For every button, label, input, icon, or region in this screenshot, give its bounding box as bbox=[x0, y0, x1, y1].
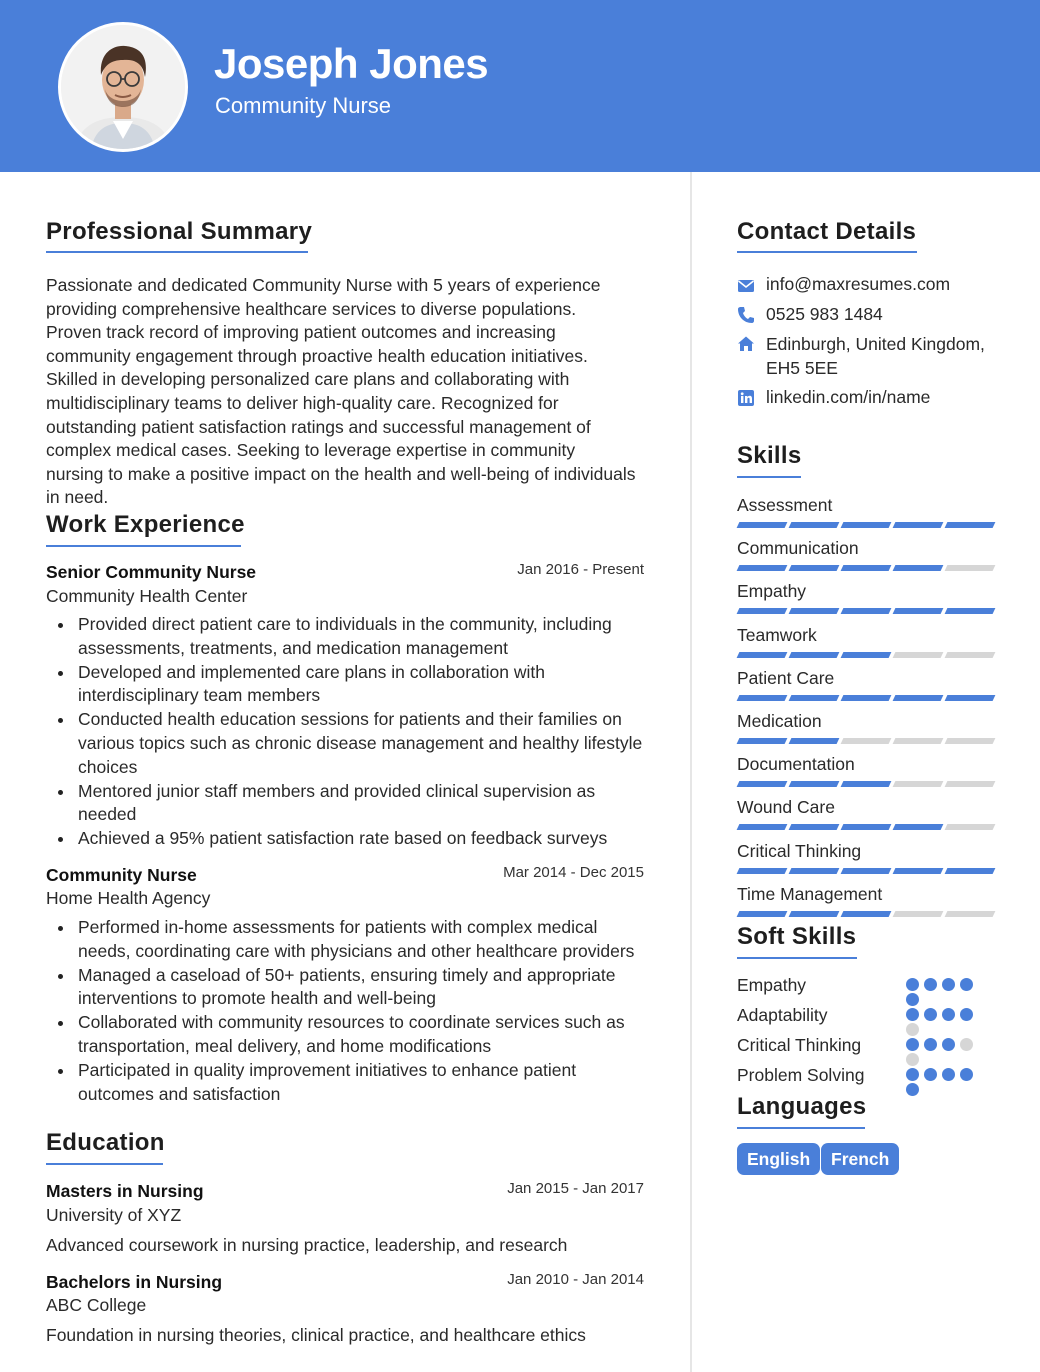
skill-level-segment bbox=[789, 824, 840, 830]
rating-dot bbox=[906, 1038, 919, 1051]
skill-label: Medication bbox=[737, 711, 822, 731]
bullet-item: Provided direct patient care to individuals in the community, including assessments, treatments, and medication management bbox=[78, 613, 648, 660]
job-bullets bbox=[78, 916, 648, 1107]
skill-level-segment bbox=[841, 695, 892, 701]
skill-label: Assessment bbox=[737, 495, 833, 515]
skill-level-segment bbox=[945, 781, 996, 787]
bullet-item: Managed a caseload of 50+ patients, ensuring timely and appropriate interventions to promote health and well-being bbox=[78, 964, 648, 1011]
skill-level-segment bbox=[737, 911, 788, 917]
skill-level-segment bbox=[945, 695, 996, 701]
rating-dot bbox=[960, 1038, 973, 1051]
soft-skill-rating bbox=[906, 1008, 982, 1036]
skill-level-bar bbox=[738, 738, 994, 744]
skill-level-bar bbox=[738, 695, 994, 701]
rating-dot bbox=[960, 978, 973, 991]
skill-level-segment bbox=[841, 824, 892, 830]
education-heading: Education bbox=[46, 1129, 165, 1156]
home-icon bbox=[737, 335, 755, 353]
bullet-item: Achieved a 95% patient satisfaction rate based on feedback surveys bbox=[78, 827, 648, 851]
skill-level-segment bbox=[841, 781, 892, 787]
column-divider bbox=[690, 172, 692, 1372]
skill-level-segment bbox=[789, 608, 840, 614]
rating-dot bbox=[942, 1068, 955, 1081]
rating-dot bbox=[906, 993, 919, 1006]
skill-label: Communication bbox=[737, 538, 859, 559]
contact-phone[interactable]: 0525 983 1484 bbox=[766, 304, 883, 324]
skill-level-segment bbox=[893, 608, 944, 614]
job-title: Senior Community Nurse bbox=[46, 562, 257, 582]
skill-level-segment bbox=[945, 738, 996, 744]
job-organization: Home Health Agency bbox=[46, 888, 211, 908]
job-title: Community Nurse bbox=[46, 865, 197, 885]
skill-level-segment bbox=[893, 652, 944, 658]
skill-label: Documentation bbox=[737, 754, 855, 775]
contact-heading: Contact Details bbox=[737, 218, 917, 245]
skill-level-segment bbox=[893, 911, 944, 917]
skill-level-bar bbox=[738, 652, 994, 658]
envelope-icon bbox=[737, 277, 755, 295]
skill-level-bar bbox=[738, 565, 994, 571]
bullet-item: Performed in-home assessments for patients with complex medical needs, coordinating care with physicians and other healthcare providers bbox=[78, 916, 648, 963]
summary-heading: Professional Summary bbox=[46, 218, 313, 245]
skill-level-segment bbox=[789, 738, 840, 744]
education-dates: Jan 2015 - Jan 2017 bbox=[507, 1180, 644, 1197]
rating-dot bbox=[942, 1038, 955, 1051]
skill-level-segment bbox=[945, 522, 996, 528]
candidate-name: Joseph Jones bbox=[214, 40, 489, 87]
skill-level-segment bbox=[789, 652, 840, 658]
education-description: Advanced coursework in nursing practice, leadership, and research bbox=[46, 1235, 568, 1255]
skill-level-segment bbox=[893, 738, 944, 744]
experience-heading: Work Experience bbox=[46, 511, 245, 538]
rating-dot bbox=[906, 978, 919, 991]
skill-level-segment bbox=[945, 868, 996, 874]
skill-level-segment bbox=[841, 522, 892, 528]
contact-underline bbox=[737, 251, 917, 253]
bullet-item: Participated in quality improvement initiatives to enhance patient outcomes and satisfaction bbox=[78, 1059, 648, 1106]
skill-level-segment bbox=[737, 565, 788, 571]
candidate-role: Community Nurse bbox=[215, 93, 392, 118]
summary-text: Passionate and dedicated Community Nurse with 5 years of experience providing comprehensive healthcare services to diverse populations. Proven track record of improving patient outcomes and increasing community engagement through proactive health education initiatives. Skilled in developing personalized care plans and collaborating with multidisciplinary teams to deliver high-quality care. Recognized for outstanding patient satisfaction ratings and successful management of complex medical cases. Seeking to leverage expertise in community nursing to make a positive impact on the health and well-being of individuals in need. bbox=[46, 275, 636, 508]
rating-dot bbox=[906, 1053, 919, 1066]
school-name: ABC College bbox=[46, 1295, 147, 1315]
skill-level-segment bbox=[737, 824, 788, 830]
skill-level-segment bbox=[841, 565, 892, 571]
skill-level-segment bbox=[737, 652, 788, 658]
skill-level-segment bbox=[789, 565, 840, 571]
soft-skill-label: Problem Solving bbox=[737, 1065, 865, 1085]
job-dates: Jan 2016 - Present bbox=[517, 561, 644, 578]
skill-level-segment bbox=[737, 781, 788, 787]
language-badge: English bbox=[737, 1143, 820, 1175]
resume-header bbox=[0, 0, 1040, 172]
summary-underline bbox=[46, 251, 308, 253]
education-underline bbox=[46, 1163, 163, 1165]
bullet-item: Mentored junior staff members and provided clinical supervision as needed bbox=[78, 780, 648, 827]
job-bullets bbox=[78, 613, 648, 851]
soft-skill-label: Empathy bbox=[737, 975, 807, 995]
skills-heading: Skills bbox=[737, 442, 802, 469]
skill-level-segment bbox=[789, 911, 840, 917]
degree-title: Bachelors in Nursing bbox=[46, 1272, 223, 1292]
languages-underline bbox=[737, 1127, 865, 1129]
rating-dot bbox=[960, 1068, 973, 1081]
skill-level-segment bbox=[789, 695, 840, 701]
skill-label: Teamwork bbox=[737, 624, 817, 645]
skill-label: Wound Care bbox=[737, 797, 835, 818]
skill-level-bar bbox=[738, 824, 994, 830]
education-dates: Jan 2010 - Jan 2014 bbox=[507, 1271, 644, 1288]
skill-level-segment bbox=[945, 565, 996, 571]
degree-title: Masters in Nursing bbox=[46, 1181, 204, 1201]
skill-level-segment bbox=[841, 608, 892, 614]
skill-level-segment bbox=[893, 868, 944, 874]
rating-dot bbox=[906, 1068, 919, 1081]
rating-dot bbox=[906, 1083, 919, 1096]
skill-level-bar bbox=[738, 868, 994, 874]
skill-level-bar bbox=[738, 781, 994, 787]
skill-level-segment bbox=[945, 911, 996, 917]
language-badge: French bbox=[821, 1143, 899, 1175]
skill-level-segment bbox=[737, 738, 788, 744]
skill-level-segment bbox=[737, 868, 788, 874]
skill-level-segment bbox=[737, 695, 788, 701]
skill-level-bar bbox=[738, 911, 994, 917]
education-description: Foundation in nursing theories, clinical practice, and healthcare ethics bbox=[46, 1325, 586, 1345]
soft-skill-label: Adaptability bbox=[737, 1005, 828, 1025]
soft-skills-underline bbox=[737, 957, 857, 959]
languages-heading: Languages bbox=[737, 1093, 867, 1120]
skill-level-segment bbox=[789, 522, 840, 528]
skill-level-segment bbox=[737, 608, 788, 614]
rating-dot bbox=[924, 1038, 937, 1051]
contact-email[interactable]: info@maxresumes.com bbox=[766, 274, 951, 294]
soft-skill-rating bbox=[906, 978, 982, 1006]
skill-level-segment bbox=[893, 781, 944, 787]
bullet-item: Collaborated with community resources to coordinate services such as transportation, meal delivery, and home modifications bbox=[78, 1011, 648, 1058]
skill-level-segment bbox=[789, 781, 840, 787]
soft-skill-rating bbox=[906, 1038, 982, 1066]
experience-underline bbox=[46, 545, 241, 547]
school-name: University of XYZ bbox=[46, 1205, 182, 1225]
skill-label: Critical Thinking bbox=[737, 840, 862, 861]
skills-underline bbox=[737, 476, 801, 478]
bullet-item: Conducted health education sessions for patients and their families on various topics such as chronic disease management and healthy lifestyle choices bbox=[78, 708, 648, 779]
skill-level-segment bbox=[893, 522, 944, 528]
job-dates: Mar 2014 - Dec 2015 bbox=[503, 864, 644, 881]
rating-dot bbox=[942, 978, 955, 991]
skill-level-segment bbox=[841, 652, 892, 658]
rating-dot bbox=[942, 1008, 955, 1021]
skill-level-bar bbox=[738, 522, 994, 528]
rating-dot bbox=[960, 1008, 973, 1021]
contact-linkedin[interactable]: linkedin.com/in/name bbox=[766, 387, 931, 407]
skill-level-segment bbox=[841, 911, 892, 917]
profile-photo-illustration bbox=[61, 25, 185, 149]
rating-dot bbox=[924, 1068, 937, 1081]
skill-level-segment bbox=[789, 868, 840, 874]
skill-level-segment bbox=[945, 824, 996, 830]
skill-label: Empathy bbox=[737, 581, 807, 602]
profile-photo bbox=[58, 22, 188, 152]
skill-level-bar bbox=[738, 608, 994, 614]
skill-level-segment bbox=[945, 608, 996, 614]
skill-level-segment bbox=[841, 868, 892, 874]
skill-label: Patient Care bbox=[737, 667, 835, 688]
linkedin-icon bbox=[737, 389, 755, 407]
skill-label: Time Management bbox=[737, 883, 883, 904]
rating-dot bbox=[906, 1023, 919, 1036]
bullet-item: Developed and implemented care plans in collaboration with interdisciplinary team members bbox=[78, 661, 648, 708]
skill-level-segment bbox=[893, 824, 944, 830]
skill-level-segment bbox=[841, 738, 892, 744]
contact-address: Edinburgh, United Kingdom, EH5 5EE bbox=[766, 334, 985, 378]
soft-skill-rating bbox=[906, 1068, 982, 1096]
soft-skill-label: Critical Thinking bbox=[737, 1035, 862, 1055]
skill-level-segment bbox=[893, 695, 944, 701]
skill-level-segment bbox=[893, 565, 944, 571]
rating-dot bbox=[906, 1008, 919, 1021]
job-organization: Community Health Center bbox=[46, 586, 248, 606]
skill-level-segment bbox=[945, 652, 996, 658]
skill-level-segment bbox=[737, 522, 788, 528]
rating-dot bbox=[924, 978, 937, 991]
rating-dot bbox=[924, 1008, 937, 1021]
phone-icon bbox=[737, 306, 755, 324]
soft-skills-heading: Soft Skills bbox=[737, 923, 857, 950]
